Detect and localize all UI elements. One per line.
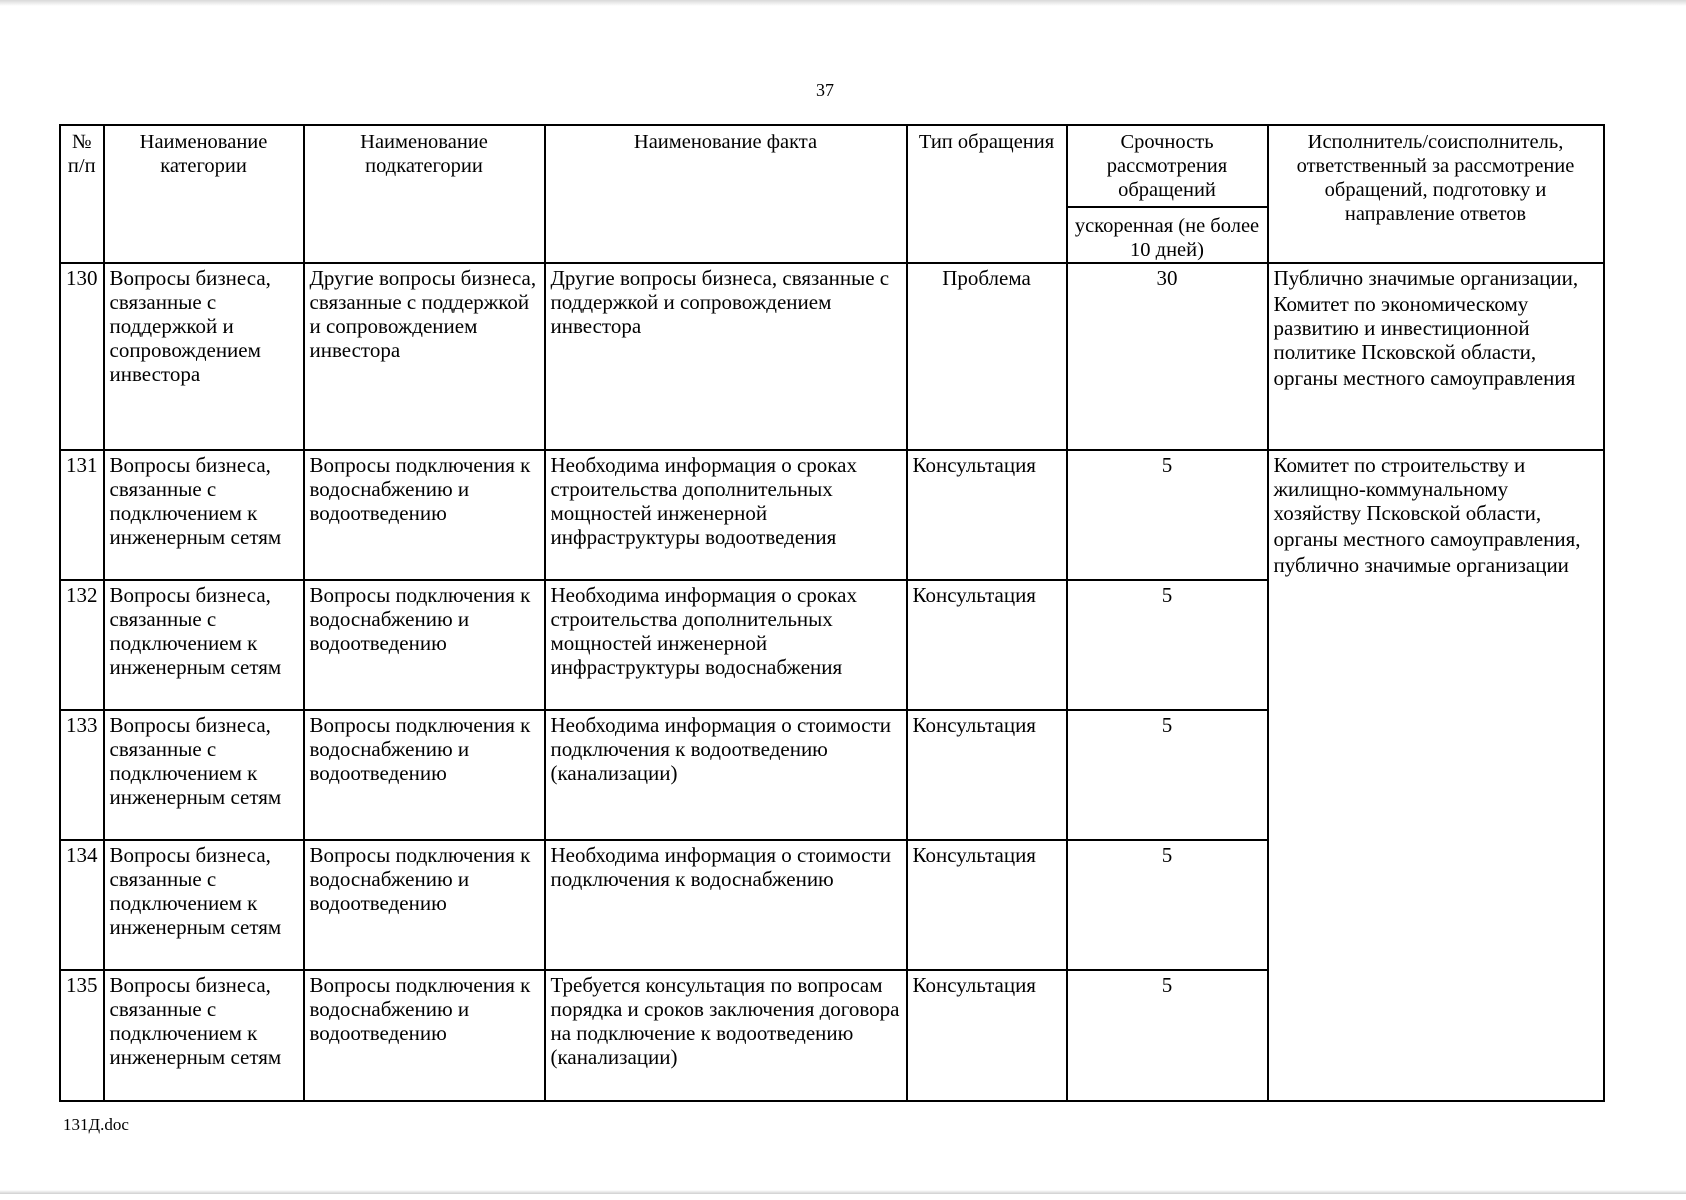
row-fact: Необходима информация о стоимости подключения к водоотведению (канализации) (545, 710, 907, 840)
header-urgency: Срочность рассмотрения обращений (1067, 125, 1268, 207)
header-category: Наименование категории (104, 125, 304, 263)
row-category: Вопросы бизнеса, связанные с подключением к инженерным сетям (104, 450, 304, 580)
row-fact: Необходима информация о сроках строительства дополнительных мощностей инженерной инфраструктуры водоотведения (545, 450, 907, 580)
appeals-table (59, 124, 1605, 1102)
row-num: 132 (60, 580, 104, 710)
header-type: Тип обращения (907, 125, 1067, 263)
row-category: Вопросы бизнеса, связанные с подключением к инженерным сетям (104, 970, 304, 1101)
row-type: Консультация (907, 970, 1067, 1101)
row-category: Вопросы бизнеса, связанные с подключением к инженерным сетям (104, 580, 304, 710)
row-subcategory: Другие вопросы бизнеса, связанные с поддержкой и сопровождением инвестора (304, 263, 545, 450)
row-type: Консультация (907, 710, 1067, 840)
header-urgency-accelerated: ускоренная (не более 10 дней) (1067, 207, 1268, 263)
row-type: Проблема (907, 263, 1067, 450)
executor-line: органы местного самоуправления (1273, 366, 1576, 390)
executor-line: органы местного самоуправления, (1273, 527, 1581, 551)
row-type: Консультация (907, 840, 1067, 970)
scan-edge-top (0, 0, 1686, 6)
row-executor (1268, 450, 1604, 1101)
executor-line: Публично значимые организации, (1273, 266, 1579, 290)
row-fact: Необходима информация о стоимости подключения к водоснабжению (545, 840, 907, 970)
row-num: 130 (60, 263, 104, 450)
executor-line: Комитет по экономическому развитию и инвестиционной политике Псковской области, (1273, 292, 1537, 364)
scan-edge-bottom (0, 1190, 1686, 1194)
document-filename: 131Д.doc (63, 1115, 129, 1134)
row-num: 135 (60, 970, 104, 1101)
row-num: 133 (60, 710, 104, 840)
table-row (60, 263, 1604, 450)
row-fact: Другие вопросы бизнеса, связанные с поддержкой и сопровождением инвестора (545, 263, 907, 450)
row-urgency: 5 (1067, 450, 1268, 580)
header-num: № п/п (60, 125, 104, 263)
row-subcategory: Вопросы подключения к водоснабжению и водоотведению (304, 580, 545, 710)
row-category: Вопросы бизнеса, связанные с подключением к инженерным сетям (104, 710, 304, 840)
row-type: Консультация (907, 450, 1067, 580)
row-category: Вопросы бизнеса, связанные с поддержкой и сопровождением инвестора (104, 263, 304, 450)
page-number: 37 (816, 80, 834, 100)
row-num: 134 (60, 840, 104, 970)
row-num: 131 (60, 450, 104, 580)
row-category: Вопросы бизнеса, связанные с подключением к инженерным сетям (104, 840, 304, 970)
row-subcategory: Вопросы подключения к водоснабжению и водоотведению (304, 970, 545, 1101)
header-subcategory: Наименование подкатегории (304, 125, 545, 263)
header-executor: Исполнитель/соисполнитель, ответственный за рассмотрение обращений, подготовку и направление ответов (1268, 125, 1604, 263)
row-subcategory: Вопросы подключения к водоснабжению и водоотведению (304, 450, 545, 580)
row-fact: Необходима информация о сроках строительства дополнительных мощностей инженерной инфраструктуры водоснабжения (545, 580, 907, 710)
row-subcategory: Вопросы подключения к водоснабжению и водоотведению (304, 710, 545, 840)
row-fact: Требуется консультация по вопросам порядка и сроков заключения договора на подключение к водоотведению (канализации) (545, 970, 907, 1101)
row-type: Консультация (907, 580, 1067, 710)
executor-line: Комитет по строительству и жилищно-коммунальному хозяйству Псковской области, (1273, 453, 1542, 525)
row-urgency: 5 (1067, 580, 1268, 710)
row-urgency: 5 (1067, 710, 1268, 840)
executor-line: публично значимые организации (1273, 553, 1569, 577)
row-executor (1268, 263, 1604, 450)
header-fact: Наименование факта (545, 125, 907, 263)
row-urgency: 5 (1067, 970, 1268, 1101)
table-row (60, 450, 1604, 580)
row-subcategory: Вопросы подключения к водоснабжению и водоотведению (304, 840, 545, 970)
row-urgency: 30 (1067, 263, 1268, 450)
row-urgency: 5 (1067, 840, 1268, 970)
